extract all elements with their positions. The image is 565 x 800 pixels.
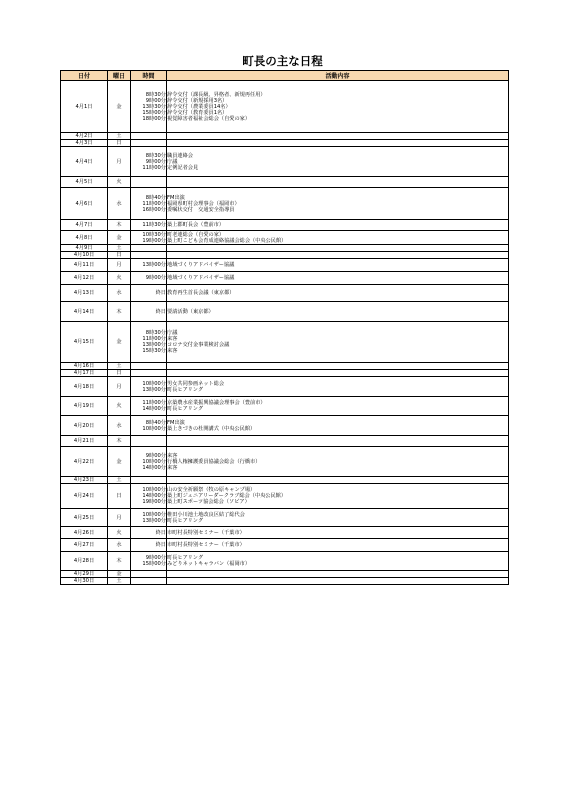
table-row [61,245,509,252]
event-time: 9時00分 [145,555,166,561]
event-text: 来客 [167,348,178,354]
table-row [61,231,509,245]
time-cell [131,302,167,322]
event-time: 終日 [155,542,166,548]
event-time: 15時00分 [142,561,166,567]
time-cell [131,140,167,147]
time-cell [131,259,167,272]
schedule-table [60,70,509,585]
weekday-cell: 金 [108,231,131,245]
weekday-cell: 土 [108,133,131,140]
activity-cell [167,363,509,370]
event-time: 11時00分 [142,200,166,207]
event-text: 町長ヒアリング [167,386,204,393]
time-cell [131,578,167,585]
time-cell [131,477,167,484]
event-time: 19時00分 [142,499,166,505]
activity-cell [167,133,509,140]
weekday-cell: 月 [108,147,131,177]
event-time: 19時00分 [142,237,166,244]
event-time: 9時00分 [145,452,166,459]
event-text: 京築農水産業振興協議会理事会（豊前市） [167,400,266,406]
event-time: 13時30分 [142,103,166,110]
table-row [61,578,509,585]
time-cell [131,252,167,259]
event-time: 13時00分 [142,262,166,268]
event-time: 13時00分 [142,386,166,393]
activity-cell [167,477,509,484]
weekday-cell: 木 [108,220,131,231]
table-row [61,527,509,539]
table-row [61,436,509,447]
date-cell: 4月2日 [61,133,108,140]
schedule-body [61,81,509,585]
event-text: 視覚障害者福祉会総会（自愛の家） [167,115,251,122]
event-text: 庁議 [167,330,178,336]
event-time: 終日 [155,529,166,536]
header-day: 曜日 [108,71,131,81]
time-cell [131,322,167,363]
event-text: 町長ヒアリング [167,406,204,412]
table-row [61,509,509,527]
event-text: FM出演 [167,419,185,426]
weekday-cell: 金 [108,322,131,363]
time-cell [131,272,167,285]
time-cell [131,147,167,177]
date-cell: 4月19日 [61,397,108,416]
event-text: 町長ヒアリング [167,555,204,561]
date-cell: 4月29日 [61,571,108,578]
table-row [61,377,509,397]
activity-cell [167,370,509,377]
date-cell: 4月21日 [61,436,108,447]
date-cell: 4月18日 [61,377,108,397]
weekday-cell: 水 [108,285,131,302]
activity-cell [167,302,509,322]
event-time: 18時00分 [142,115,166,122]
event-text: 町老連総会（自愛の家） [167,231,225,238]
event-text: 山の安全祈願祭（牧の原キャンプ場） [167,487,256,493]
activity-cell [167,377,509,397]
date-cell: 4月7日 [61,220,108,231]
activity-cell [167,484,509,509]
date-cell: 4月17日 [61,370,108,377]
activity-cell [167,231,509,245]
event-time: 13時00分 [142,342,166,348]
event-text: 市町村長特別セミナー（千葉市） [167,529,245,536]
weekday-cell: 金 [108,81,131,133]
date-cell: 4月14日 [61,302,108,322]
event-time: 13時00分 [142,517,166,524]
table-row [61,539,509,552]
time-cell [131,377,167,397]
date-cell: 4月22日 [61,447,108,477]
event-text: 地域づくりアドバイザー協議 [167,262,235,268]
time-cell [131,447,167,477]
weekday-cell: 土 [108,477,131,484]
time-cell [131,363,167,370]
time-cell [131,416,167,436]
date-cell: 4月26日 [61,527,108,539]
table-row [61,363,509,370]
weekday-cell: 木 [108,436,131,447]
table-row [61,477,509,484]
event-time: 10時00分 [142,511,166,518]
event-time: 14時00分 [142,464,166,471]
table-row [61,140,509,147]
event-text: 来客 [167,464,178,471]
activity-cell [167,285,509,302]
activity-cell [167,552,509,571]
activity-cell [167,322,509,363]
time-cell [131,188,167,220]
activity-cell [167,140,509,147]
event-time: 9時00分 [145,275,166,281]
table-row [61,397,509,416]
activity-cell [167,220,509,231]
event-text: 委嘱状交付 交通安全指導員 [167,206,235,213]
event-text: 市町村長特別セミナー（千葉市） [167,542,245,548]
weekday-cell: 木 [108,302,131,322]
time-cell [131,436,167,447]
header-row [61,71,509,81]
weekday-cell: 日 [108,140,131,147]
event-time: 15時30分 [142,348,166,354]
activity-cell [167,416,509,436]
header-time: 時間 [131,71,167,81]
table-row [61,322,509,363]
weekday-cell: 水 [108,416,131,436]
event-time: 10時30分 [142,231,166,238]
table-row [61,220,509,231]
event-text: みどりネットキャラバン（福岡市） [167,561,251,567]
activity-cell [167,578,509,585]
event-text: 町長ヒアリング [167,517,204,524]
date-cell: 4月30日 [61,578,108,585]
table-row [61,259,509,272]
time-cell [131,571,167,578]
event-time: 8時30分 [145,152,166,159]
event-time: 14時00分 [142,493,166,499]
time-cell [131,133,167,140]
time-cell [131,527,167,539]
activity-cell [167,245,509,252]
event-text: 地域づくりアドバイザー協議 [167,275,235,281]
time-cell [131,370,167,377]
weekday-cell: 月 [108,377,131,397]
weekday-cell: 火 [108,177,131,188]
event-time: 8時30分 [145,91,166,98]
event-time: 10時00分 [142,425,166,432]
event-time: 15時00分 [142,109,166,116]
date-cell: 4月23日 [61,477,108,484]
date-cell: 4月8日 [61,231,108,245]
weekday-cell: 木 [108,552,131,571]
event-text: 辞令交付（教育委員1名） [167,109,228,116]
date-cell: 4月28日 [61,552,108,571]
activity-cell [167,81,509,133]
time-cell [131,552,167,571]
table-row [61,147,509,177]
event-text: 築上郡町長会（豊前市） [167,222,225,228]
activity-cell [167,539,509,552]
time-cell [131,484,167,509]
activity-cell [167,509,509,527]
activity-cell [167,436,509,447]
activity-cell [167,177,509,188]
event-time: 16時00分 [142,206,166,213]
table-row [61,302,509,322]
event-text: 定例記者会見 [167,164,199,171]
weekday-cell: 日 [108,370,131,377]
event-text: 男女共同参画ネット総会 [167,380,225,387]
header-activity: 活動内容 [167,71,509,81]
event-time: 終日 [155,290,166,296]
event-time: 9時00分 [145,97,166,104]
event-text: FM出演 [167,194,185,201]
time-cell [131,539,167,552]
weekday-cell: 金 [108,571,131,578]
event-text: 椎田小川池土地改良区結了総代会 [167,511,245,518]
table-row [61,272,509,285]
table-row [61,370,509,377]
date-cell: 4月24日 [61,484,108,509]
date-cell: 4月11日 [61,259,108,272]
weekday-cell: 水 [108,539,131,552]
event-time: 11時00分 [142,336,166,342]
event-text: 辞令交付（農業委員14名） [167,103,231,110]
weekday-cell: 水 [108,188,131,220]
table-row [61,552,509,571]
table-row [61,188,509,220]
event-text: 来客 [167,336,178,342]
event-time: 8時30分 [145,330,166,336]
time-cell [131,81,167,133]
table-row [61,484,509,509]
time-cell [131,245,167,252]
date-cell: 4月10日 [61,252,108,259]
table-row [61,571,509,578]
event-text: 要請活動（東京都） [167,308,214,315]
activity-cell [167,447,509,477]
event-text: 築上町スポーツ協会総会（ソピア） [167,499,250,505]
activity-cell [167,147,509,177]
table-row [61,177,509,188]
table-row [61,133,509,140]
event-time: 11時00分 [142,400,166,406]
event-text: 行橋人権擁護委員協議会総会（行橋市） [167,458,261,465]
date-cell: 4月20日 [61,416,108,436]
activity-cell [167,272,509,285]
weekday-cell: 火 [108,527,131,539]
time-cell [131,231,167,245]
event-time: 10時00分 [142,487,166,493]
time-cell [131,285,167,302]
event-time: 9時00分 [145,158,166,165]
event-time: 10時00分 [142,380,166,387]
event-text: コロナ交付金事業検討会議 [167,342,230,348]
weekday-cell: 日 [108,484,131,509]
weekday-cell: 火 [108,272,131,285]
weekday-cell: 土 [108,363,131,370]
date-cell: 4月27日 [61,539,108,552]
weekday-cell: 月 [108,259,131,272]
weekday-cell: 土 [108,578,131,585]
activity-cell [167,527,509,539]
date-cell: 4月9日 [61,245,108,252]
table-row [61,252,509,259]
event-time: 終日 [155,308,166,315]
event-text: 築上きづきの杜開講式（中央公民館） [167,425,256,432]
header-date: 日付 [61,71,108,81]
event-text: 来客 [167,452,178,459]
date-cell: 4月4日 [61,147,108,177]
time-cell [131,177,167,188]
activity-cell [167,252,509,259]
weekday-cell: 土 [108,245,131,252]
event-text: 築上町ジュニアリーダークラブ総会（中央公民館） [167,493,287,499]
activity-cell [167,571,509,578]
table-row [61,447,509,477]
event-text: 辞令交付（課長級、昇格者、新規再任用） [167,91,266,98]
time-cell [131,220,167,231]
date-cell: 4月1日 [61,81,108,133]
weekday-cell: 金 [108,447,131,477]
event-time: 11時30分 [142,222,166,228]
date-cell: 4月5日 [61,177,108,188]
weekday-cell: 火 [108,397,131,416]
weekday-cell: 日 [108,252,131,259]
event-text: 庁議 [167,158,178,165]
event-text: 築上町こども会育成連絡協議会総会（中央公民館） [167,237,287,244]
date-cell: 4月6日 [61,188,108,220]
event-time: 14時00分 [142,406,166,412]
date-cell: 4月25日 [61,509,108,527]
activity-cell [167,397,509,416]
activity-cell [167,188,509,220]
table-row [61,81,509,133]
event-text: 福岡県町村会理事会（福岡市） [167,200,240,207]
event-time: 8時40分 [145,419,166,426]
time-cell [131,509,167,527]
event-time: 10時00分 [142,458,166,465]
event-time: 8時40分 [145,194,166,201]
event-text: 教育再生首長会議（東京都） [167,290,235,296]
table-row [61,416,509,436]
date-cell: 4月12日 [61,272,108,285]
page-title: 町長の主な日程 [242,54,323,68]
activity-cell [167,259,509,272]
weekday-cell: 月 [108,509,131,527]
event-text: 職員連絡会 [167,152,193,159]
event-text: 辞令交付（新規採用3名） [167,97,228,104]
table-row [61,285,509,302]
date-cell: 4月15日 [61,322,108,363]
time-cell [131,397,167,416]
date-cell: 4月3日 [61,140,108,147]
event-time: 11時00分 [142,164,166,171]
date-cell: 4月13日 [61,285,108,302]
date-cell: 4月16日 [61,363,108,370]
